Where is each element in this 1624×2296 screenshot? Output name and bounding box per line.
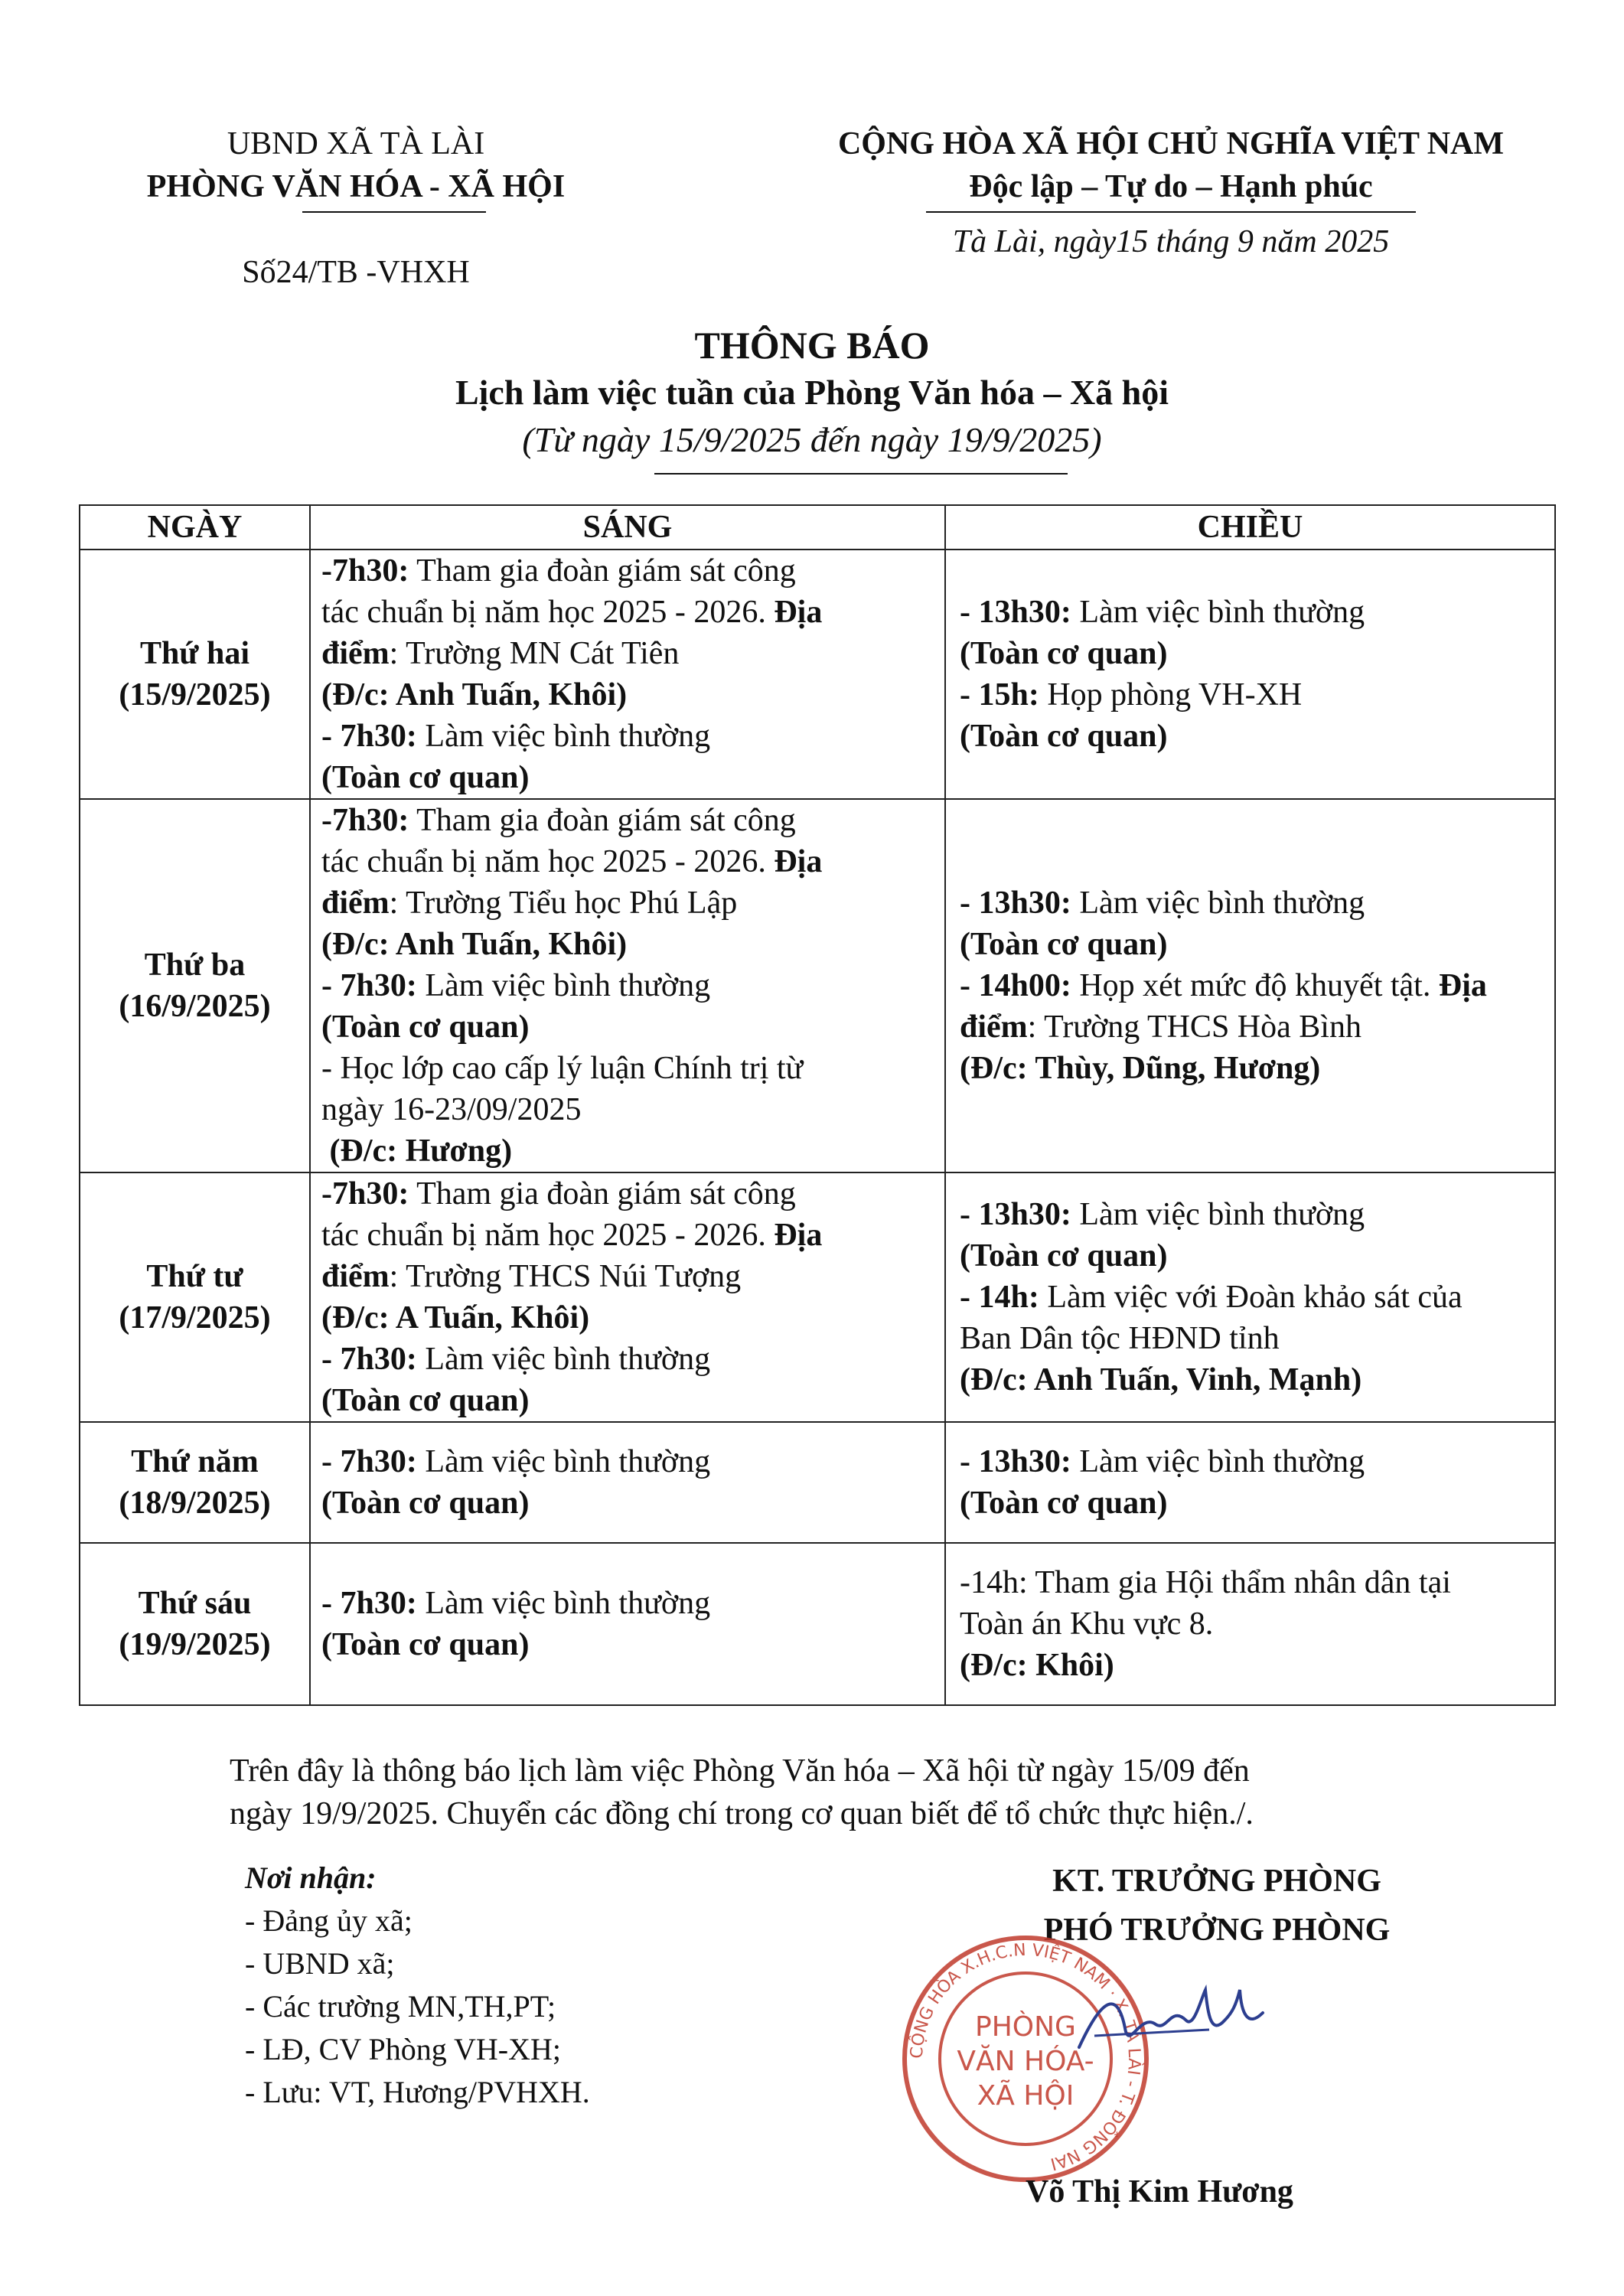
schedule-line: [321, 550, 934, 592]
schedule-line: [960, 1235, 1541, 1277]
schedule-line: [321, 924, 934, 965]
day-name: Thứ tư: [146, 1259, 243, 1294]
schedule-line: [321, 1173, 934, 1215]
schedule-text: : Trường THCS Núi Tượng: [389, 1259, 742, 1294]
schedule-emphasis: (Toàn cơ quan): [960, 719, 1168, 754]
date-line: Tà Lài, ngày15 tháng 9 năm 2025: [952, 224, 1390, 259]
table-row: [80, 799, 1555, 1172]
schedule-line: [960, 1645, 1541, 1686]
schedule-line: [321, 1006, 934, 1048]
schedule-line: [321, 841, 934, 882]
schedule-emphasis: Địa: [1438, 968, 1487, 1003]
schedule-line: [321, 1048, 934, 1089]
schedule-emphasis: -7h30:: [321, 803, 409, 838]
schedule-line: [960, 1482, 1541, 1524]
afternoon-cell: [945, 550, 1555, 799]
schedule-text: Làm việc bình thường: [1071, 1444, 1365, 1479]
day-cell: [80, 1543, 310, 1705]
schedule-line: [321, 965, 934, 1006]
schedule-emphasis: Địa: [774, 595, 823, 630]
day-date: (15/9/2025): [119, 677, 271, 713]
schedule-emphasis: (Toàn cơ quan): [321, 760, 530, 795]
schedule-line: [321, 757, 934, 798]
schedule-line: [960, 1562, 1541, 1603]
schedule-text: Làm việc bình thường: [1071, 595, 1365, 630]
schedule-emphasis: (Đ/c: Anh Tuấn, Khôi): [321, 677, 628, 713]
column-header-afternoon: CHIỀU: [945, 505, 1555, 550]
day-cell: [80, 1422, 310, 1543]
schedule-emphasis: - 13h30:: [960, 885, 1071, 921]
day-date: (16/9/2025): [119, 989, 271, 1024]
schedule-emphasis: điểm: [321, 1259, 390, 1294]
schedule-emphasis: (Đ/c: Anh Tuấn, Vinh, Mạnh): [960, 1362, 1362, 1397]
day-name: Thứ sáu: [138, 1586, 252, 1621]
schedule-text: Tham gia đoàn giám sát công: [409, 803, 796, 838]
signer-position: PHÓ TRƯỞNG PHÒNG: [1043, 1913, 1391, 1948]
weekly-schedule-table: [79, 504, 1556, 1706]
schedule-text: Tham gia đoàn giám sát công: [409, 1176, 796, 1212]
schedule-emphasis: (Đ/c: Khôi): [960, 1648, 1114, 1683]
schedule-line: [960, 924, 1541, 965]
schedule-text: tác chuẩn bị năm học 2025 - 2026.: [321, 595, 774, 630]
schedule-emphasis: - 13h30:: [960, 1197, 1071, 1232]
issuing-organization: [138, 122, 574, 208]
schedule-text: -14h: Tham gia Hội thẩm nhân dân tại: [960, 1565, 1451, 1600]
schedule-emphasis: - 7h30:: [321, 1586, 417, 1621]
svg-text:CỘNG HÒA X.H.C.N VIỆT NAM · X.: CỘNG HÒA X.H.C.N VIỆT NAM · X. TÀ LÀI - T. ĐỒNG NAI: [907, 1940, 1144, 2174]
schedule-line: [321, 1583, 934, 1624]
schedule-text: Ban Dân tộc HĐND tỉnh: [960, 1321, 1280, 1356]
schedule-emphasis: (Toàn cơ quan): [960, 927, 1168, 962]
table-row: [80, 1172, 1555, 1422]
schedule-text: Làm việc bình thường: [416, 1342, 711, 1377]
schedule-emphasis: Địa: [774, 844, 823, 879]
schedule-emphasis: - 13h30:: [960, 1444, 1071, 1479]
day-date: (18/9/2025): [119, 1486, 271, 1521]
department-name: PHÒNG VĂN HÓA - XÃ HỘI: [146, 169, 566, 204]
schedule-text: Làm việc bình thường: [416, 719, 711, 754]
schedule-line: [321, 800, 934, 841]
schedule-emphasis: (Toàn cơ quan): [321, 1627, 530, 1662]
schedule-line: [960, 592, 1541, 633]
schedule-line: [321, 592, 934, 633]
recipient-item: - Lưu: VT, Hương/PVHXH.: [245, 2075, 590, 2109]
afternoon-cell: [945, 799, 1555, 1172]
day-name: Thứ năm: [131, 1444, 259, 1479]
schedule-line: [321, 1624, 934, 1665]
schedule-text: Toàn án Khu vực 8.: [960, 1606, 1214, 1642]
recipient-item: - Đảng ủy xã;: [245, 1903, 413, 1938]
schedule-emphasis: (Toàn cơ quan): [960, 1238, 1168, 1274]
schedule-line: [960, 1194, 1541, 1235]
day-date: (17/9/2025): [119, 1300, 271, 1336]
schedule-emphasis: - 14h00:: [960, 968, 1071, 1003]
column-header-day: NGÀY: [80, 505, 310, 550]
document-number: Số24/TB -VHXH: [242, 255, 470, 290]
schedule-emphasis: (Toàn cơ quan): [960, 1486, 1168, 1521]
schedule-line: [321, 1256, 934, 1297]
svg-text:XÃ HỘI: XÃ HỘI: [977, 2080, 1075, 2112]
schedule-line: [321, 1482, 934, 1524]
recipient-item: - UBND xã;: [245, 1946, 395, 1981]
document-title-block: [0, 321, 1624, 464]
schedule-text: tác chuẩn bị năm học 2025 - 2026.: [321, 1218, 774, 1253]
schedule-emphasis: - 13h30:: [960, 595, 1071, 630]
schedule-line: [321, 1441, 934, 1482]
schedule-line: [960, 716, 1541, 757]
schedule-text: tác chuẩn bị năm học 2025 - 2026.: [321, 844, 774, 879]
table-row: [80, 1543, 1555, 1705]
schedule-text: Tham gia đoàn giám sát công: [409, 553, 796, 589]
recipient-item: - LĐ, CV Phòng VH-XH;: [245, 2032, 561, 2066]
morning-cell: [310, 1422, 945, 1543]
schedule-line: [321, 1339, 934, 1380]
schedule-line: [321, 674, 934, 716]
morning-cell: [310, 550, 945, 799]
document-subtitle: Lịch làm việc tuần của Phòng Văn hóa – Xã hội: [455, 373, 1169, 412]
schedule-text: ngày 16-23/09/2025: [321, 1092, 582, 1127]
recipients-title: Nơi nhận:: [245, 1861, 377, 1895]
morning-cell: [310, 799, 945, 1172]
schedule-text: Làm việc bình thường: [416, 1586, 711, 1621]
schedule-text: Làm việc với Đoàn khảo sát của: [1039, 1280, 1463, 1315]
schedule-line: [960, 674, 1541, 716]
handwritten-signature: [1071, 1982, 1270, 2066]
schedule-line: [960, 1359, 1541, 1401]
recipient-item: - Các trường MN,TH,PT;: [245, 1989, 556, 2024]
motto: Độc lập – Tự do – Hạnh phúc: [969, 169, 1373, 204]
schedule-emphasis: (Đ/c: Hương): [321, 1133, 513, 1169]
schedule-line: [960, 633, 1541, 674]
schedule-line: [321, 716, 934, 757]
schedule-emphasis: (Đ/c: Thùy, Dũng, Hương): [960, 1051, 1321, 1086]
schedule-emphasis: (Toàn cơ quan): [321, 1486, 530, 1521]
morning-cell: [310, 1543, 945, 1705]
day-name: Thứ ba: [144, 947, 246, 983]
schedule-line: [960, 1048, 1541, 1089]
schedule-text: Họp phòng VH-XH: [1039, 677, 1303, 713]
schedule-text: Họp xét mức độ khuyết tật.: [1071, 968, 1439, 1003]
schedule-line: [960, 1603, 1541, 1645]
day-cell: [80, 550, 310, 799]
schedule-line: [960, 1441, 1541, 1482]
schedule-emphasis: Địa: [774, 1218, 823, 1253]
day-cell: [80, 799, 310, 1172]
schedule-line: [960, 882, 1541, 924]
closing-paragraph-line1: Trên đây là thông báo lịch làm việc Phòng Văn hóa – Xã hội từ ngày 15/09 đến: [230, 1753, 1250, 1789]
day-cell: [80, 1172, 310, 1422]
schedule-line: [321, 1297, 934, 1339]
country-name: CỘNG HÒA XÃ HỘI CHỦ NGHĨA VIỆT NAM: [837, 126, 1505, 161]
schedule-line: [960, 1006, 1541, 1048]
header-left-underline: [302, 211, 486, 213]
signer-name: Võ Thị Kim Hương: [1026, 2174, 1293, 2210]
schedule-emphasis: (Toàn cơ quan): [960, 636, 1168, 671]
schedule-emphasis: điểm: [960, 1009, 1028, 1045]
schedule-emphasis: -7h30:: [321, 1176, 409, 1212]
day-date: (19/9/2025): [119, 1627, 271, 1662]
schedule-text: Làm việc bình thường: [416, 968, 711, 1003]
header-right-underline: [926, 211, 1416, 213]
schedule-text: Làm việc bình thường: [1071, 885, 1365, 921]
schedule-emphasis: -7h30:: [321, 553, 409, 589]
schedule-line: [960, 965, 1541, 1006]
signer-authority: KT. TRƯỞNG PHÒNG: [1052, 1864, 1381, 1899]
schedule-emphasis: điểm: [321, 885, 390, 921]
afternoon-cell: [945, 1172, 1555, 1422]
schedule-text: : Trường MN Cát Tiên: [389, 636, 680, 671]
schedule-text: : Trường Tiểu học Phú Lập: [389, 885, 738, 921]
schedule-emphasis: - 7h30:: [321, 719, 417, 754]
schedule-line: [321, 633, 934, 674]
schedule-emphasis: (Đ/c: A Tuấn, Khôi): [321, 1300, 590, 1336]
svg-text:PHÒNG: PHÒNG: [975, 2011, 1076, 2043]
schedule-text: - Học lớp cao cấp lý luận Chính trị từ: [321, 1051, 804, 1086]
morning-cell: [310, 1172, 945, 1422]
schedule-emphasis: điểm: [321, 636, 390, 671]
column-header-morning: SÁNG: [310, 505, 945, 550]
schedule-line: [321, 1130, 934, 1172]
schedule-line: [321, 1089, 934, 1130]
schedule-line: [321, 1380, 934, 1421]
table-header-row: [80, 505, 1555, 550]
schedule-emphasis: - 15h:: [960, 677, 1039, 713]
schedule-emphasis: (Toàn cơ quan): [321, 1009, 530, 1045]
schedule-line: [960, 1277, 1541, 1318]
org-name: UBND XÃ TÀ LÀI: [227, 126, 485, 161]
schedule-line: [321, 1215, 934, 1256]
schedule-line: [960, 1318, 1541, 1359]
schedule-emphasis: - 7h30:: [321, 1444, 417, 1479]
schedule-text: Làm việc bình thường: [416, 1444, 711, 1479]
closing-paragraph-line2: ngày 19/9/2025. Chuyển các đồng chí trong cơ quan biết để tổ chức thực hiện./.: [230, 1796, 1254, 1831]
afternoon-cell: [945, 1543, 1555, 1705]
table-row: [80, 1422, 1555, 1543]
document-title: THÔNG BÁO: [694, 324, 930, 367]
svg-text:VĂN HÓA-: VĂN HÓA-: [957, 2046, 1094, 2077]
day-name: Thứ hai: [139, 636, 250, 671]
schedule-line: [321, 882, 934, 924]
schedule-text: Làm việc bình thường: [1071, 1197, 1365, 1232]
table-row: [80, 550, 1555, 799]
national-motto: [773, 122, 1569, 208]
afternoon-cell: [945, 1422, 1555, 1543]
recipients-block: [245, 1857, 590, 2114]
schedule-emphasis: - 7h30:: [321, 1342, 417, 1377]
date-range: (Từ ngày 15/9/2025 đến ngày 19/9/2025): [522, 420, 1102, 459]
title-underline: [654, 473, 1068, 475]
schedule-emphasis: - 14h:: [960, 1280, 1039, 1315]
schedule-emphasis: (Toàn cơ quan): [321, 1383, 530, 1418]
schedule-emphasis: - 7h30:: [321, 968, 417, 1003]
schedule-text: : Trường THCS Hòa Bình: [1027, 1009, 1361, 1045]
schedule-emphasis: (Đ/c: Anh Tuấn, Khôi): [321, 927, 628, 962]
